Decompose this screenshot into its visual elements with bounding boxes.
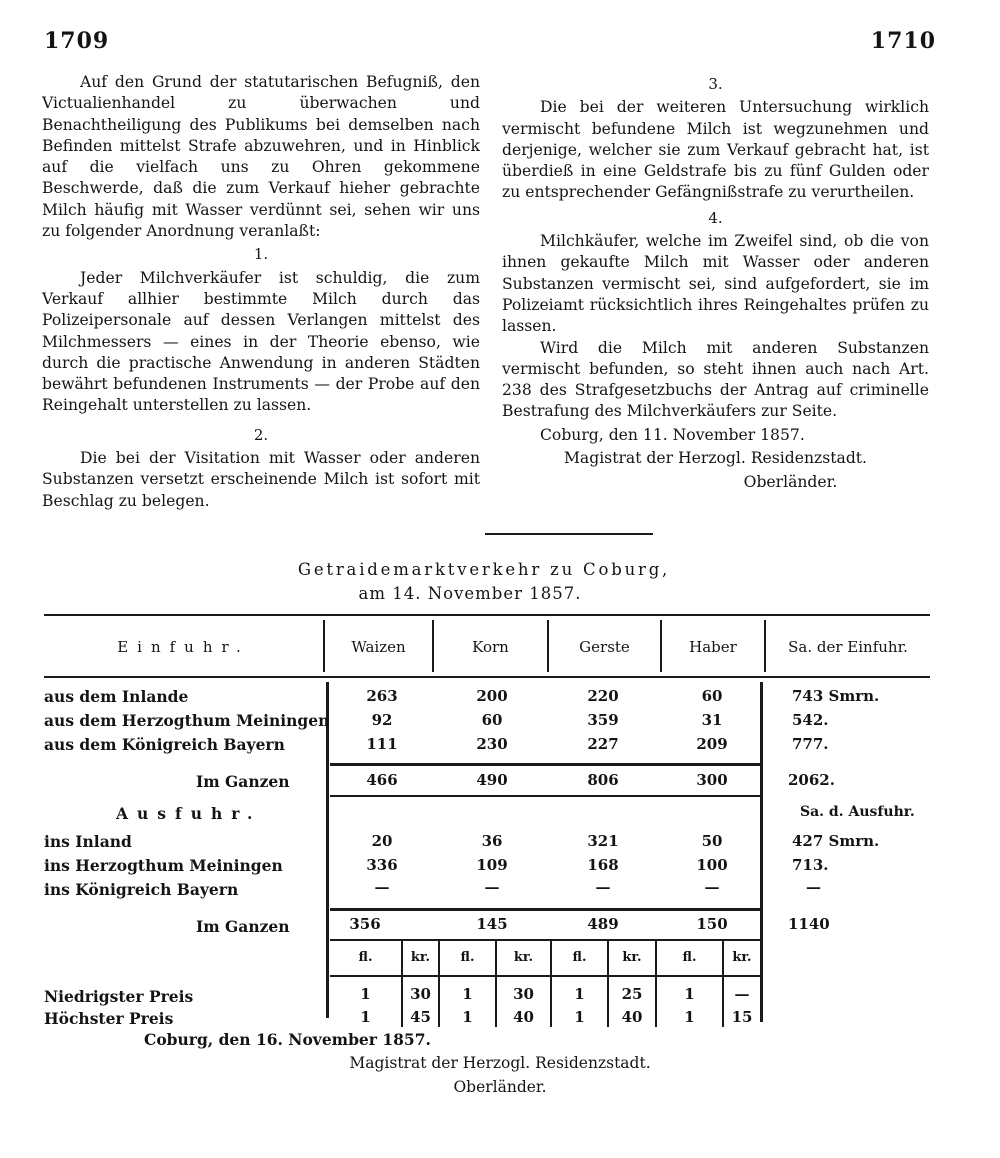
export-total-label: Im Ganzen xyxy=(196,917,290,936)
price-gerste-kr: 40 xyxy=(621,1008,643,1026)
export-row-korn: — xyxy=(484,878,500,896)
separator-rule xyxy=(485,533,653,535)
export-row-gerste: 168 xyxy=(587,856,619,874)
export-row-korn: 36 xyxy=(481,832,503,850)
header-gerste: Gerste xyxy=(579,638,630,656)
import-row-korn: 60 xyxy=(481,711,503,729)
export-row-gerste: — xyxy=(595,878,611,896)
section-1-number: 1. xyxy=(253,245,269,264)
import-total-korn: 490 xyxy=(476,771,508,789)
export-total-korn: 145 xyxy=(476,915,508,933)
section-4-paragraph-a: Milchkäufer, welche im Zweifel sind, ob die von ihnen gekaufte Milch mit Wasser oder anderen Substanzen vermischt sei, sind aufgefordert, sie im Polizeiamt rücksichtlich ihres Reingehaltes prüfen zu lassen. xyxy=(502,232,929,336)
import-total-haber: 300 xyxy=(696,771,728,789)
section-3-number: 3. xyxy=(708,75,723,93)
section-4-number: 4. xyxy=(708,208,723,227)
import-row-sum: 743 Smrn. xyxy=(792,687,880,705)
import-row-haber: 31 xyxy=(701,711,723,729)
market-date: Coburg, den 16. November 1857. xyxy=(144,1030,431,1049)
import-total-bottom-rule xyxy=(330,795,762,797)
import-total-rule xyxy=(330,763,762,766)
export-total-sum: 1140 xyxy=(788,915,830,933)
page-number-right: 1710 xyxy=(870,28,936,54)
import-total-waizen: 466 xyxy=(366,771,398,789)
market-title: Getraidemarktverkehr zu Coburg, xyxy=(297,560,671,579)
unit-fl-gerste: fl. xyxy=(572,950,587,965)
section-2-paragraph: Die bei der Visitation mit Wasser oder anderen Substanzen versetzt erscheinende Milch ist sofort mit Beschlag zu belegen. xyxy=(42,449,480,510)
import-row-haber: 209 xyxy=(696,735,728,753)
unit-fl-haber: fl. xyxy=(682,950,697,965)
header-korn: Korn xyxy=(472,638,509,656)
market-signatory: Oberländer. xyxy=(453,1078,547,1096)
export-row-waizen: 336 xyxy=(366,856,398,874)
price-korn-fl: 1 xyxy=(462,1008,473,1026)
import-row-gerste: 220 xyxy=(587,687,619,705)
unit-kr-haber: kr. xyxy=(732,950,752,965)
price-korn-kr: 30 xyxy=(513,985,534,1003)
import-row-gerste: 227 xyxy=(587,735,619,753)
export-row-sum: 427 Smrn. xyxy=(792,832,880,850)
export-row-sum: — xyxy=(806,878,821,896)
price-haber-fl: 1 xyxy=(684,985,695,1003)
import-total-sum: 2062. xyxy=(788,771,835,789)
header-sum: Sa. der Einfuhr. xyxy=(788,638,908,656)
export-row-haber: 50 xyxy=(701,832,723,850)
export-row-waizen: — xyxy=(374,878,390,896)
import-row-waizen: 263 xyxy=(366,687,398,705)
export-row-label: ins Herzogthum Meiningen xyxy=(44,856,283,875)
export-row-sum: 713. xyxy=(792,856,829,874)
price-row-label: Niedrigster Preis xyxy=(44,987,194,1006)
price-haber-fl: 1 xyxy=(684,1008,695,1026)
import-row-korn: 230 xyxy=(476,735,508,753)
market-authority: Magistrat der Herzogl. Residenzstadt. xyxy=(349,1054,651,1072)
import-row-sum: 542. xyxy=(792,711,829,729)
milk-decree-authority: Magistrat der Herzogl. Residenzstadt. xyxy=(563,449,868,468)
import-total-label: Im Ganzen xyxy=(196,772,290,791)
price-gerste-kr: 25 xyxy=(621,985,643,1003)
section-4-paragraph-b: Wird die Milch mit anderen Substanzen vermischt befunden, so steht ihnen auch nach Art. 238 des Strafgesetzbuchs der Antrag auf criminelle Bestrafung des Milchverkäufers zur Seite. xyxy=(502,338,929,421)
header-einfuhr: Einfuhr. xyxy=(117,638,250,656)
unit-fl-korn: fl. xyxy=(460,950,475,965)
export-row-haber: — xyxy=(704,878,720,896)
price-gerste-fl: 1 xyxy=(574,1008,585,1026)
price-korn-kr: 40 xyxy=(513,1008,534,1026)
export-row-label: ins Königreich Bayern xyxy=(44,880,239,899)
import-row-sum: 777. xyxy=(792,735,829,753)
milk-decree-date: Coburg, den 11. November 1857. xyxy=(540,425,805,444)
import-total-gerste: 806 xyxy=(587,771,619,789)
header-haber: Haber xyxy=(689,638,737,656)
section-1-paragraph: Jeder Milchverkäufer ist schuldig, die zum Verkauf allhier bestimmte Milch durch das Polizeipersonale auf dessen Verlangen mittelst des Milchmessers — eines in der Theorie ebenso, wie durch die practische Anwendung in anderen Städten bewährt befundenen Instruments — der Probe auf den Reingehalt unterstellen zu lassen. xyxy=(42,268,480,415)
body-left-divider xyxy=(326,682,329,1018)
export-total-haber: 150 xyxy=(696,915,728,933)
price-waizen-kr: 30 xyxy=(410,985,431,1003)
left-column xyxy=(42,72,480,512)
ausfuhr-sum-header: Sa. d. Ausfuhr. xyxy=(800,804,915,820)
body-right-divider xyxy=(760,682,763,1022)
page-number-left: 1709 xyxy=(44,28,110,54)
right-column xyxy=(502,72,929,494)
export-row-haber: 100 xyxy=(696,856,728,874)
import-row-waizen: 92 xyxy=(371,711,393,729)
unit-kr-gerste: kr. xyxy=(622,950,642,965)
table-top-rule xyxy=(44,614,930,616)
price-unit-rule xyxy=(330,975,762,977)
intro-paragraph: Auf den Grund der statutarischen Befugniß, den Victualienhandel zu überwachen und Benachtheiligung des Publikums bei demselben nach Befinden mittelst Strafe abzuwehren, und in Hinblick auf die vielfach uns zu Ohren gekommene Beschwerde, daß die zum Verkauf hieher gebrachte Milch häufig mit Wasser verdünnt sei, sehen wir uns zu folgender Anordnung veranlaßt: xyxy=(42,73,480,241)
header-waizen: Waizen xyxy=(351,638,406,656)
price-haber-kr: — xyxy=(734,985,750,1003)
import-row-gerste: 359 xyxy=(587,711,619,729)
table-header-rule xyxy=(44,676,930,678)
ausfuhr-label: Ausfuhr. xyxy=(116,804,262,823)
section-3-paragraph: Die bei der weiteren Untersuchung wirklich vermischt befundene Milch ist wegzunehmen und derjenige, welcher sie zum Verkauf gebracht hat, ist überdieß in eine Geldstrafe bis zu fünf Gulden oder zu entsprechender Gefängnißstrafe zu verurtheilen. xyxy=(502,98,929,202)
export-row-waizen: 20 xyxy=(371,832,393,850)
import-row-korn: 200 xyxy=(476,687,508,705)
import-row-label: aus dem Herzogthum Meiningen xyxy=(44,711,330,730)
price-row-label: Höchster Preis xyxy=(44,1009,174,1028)
market-subtitle: am 14. November 1857. xyxy=(358,584,582,603)
export-row-korn: 109 xyxy=(476,856,508,874)
import-row-label: aus dem Königreich Bayern xyxy=(44,735,285,754)
export-total-waizen: 356 xyxy=(349,915,381,933)
unit-kr-korn: kr. xyxy=(513,950,534,965)
export-row-label: ins Inland xyxy=(44,832,132,851)
price-waizen-fl: 1 xyxy=(360,1008,371,1026)
price-waizen-kr: 45 xyxy=(410,1008,431,1026)
export-total-bottom-rule xyxy=(330,939,762,941)
import-row-waizen: 111 xyxy=(366,735,398,753)
price-korn-fl: 1 xyxy=(462,985,473,1003)
export-total-rule xyxy=(330,908,762,911)
price-gerste-fl: 1 xyxy=(574,985,585,1003)
price-haber-kr: 15 xyxy=(731,1008,753,1026)
price-waizen-fl: 1 xyxy=(360,985,371,1003)
section-2-number: 2. xyxy=(253,425,269,444)
unit-kr-waizen: kr. xyxy=(410,950,431,965)
export-row-gerste: 321 xyxy=(587,832,619,850)
import-row-label: aus dem Inlande xyxy=(44,687,189,706)
export-total-gerste: 489 xyxy=(587,915,619,933)
import-row-haber: 60 xyxy=(701,687,723,705)
milk-decree-signatory: Oberländer. xyxy=(743,473,838,492)
unit-fl-waizen: fl. xyxy=(358,950,373,965)
